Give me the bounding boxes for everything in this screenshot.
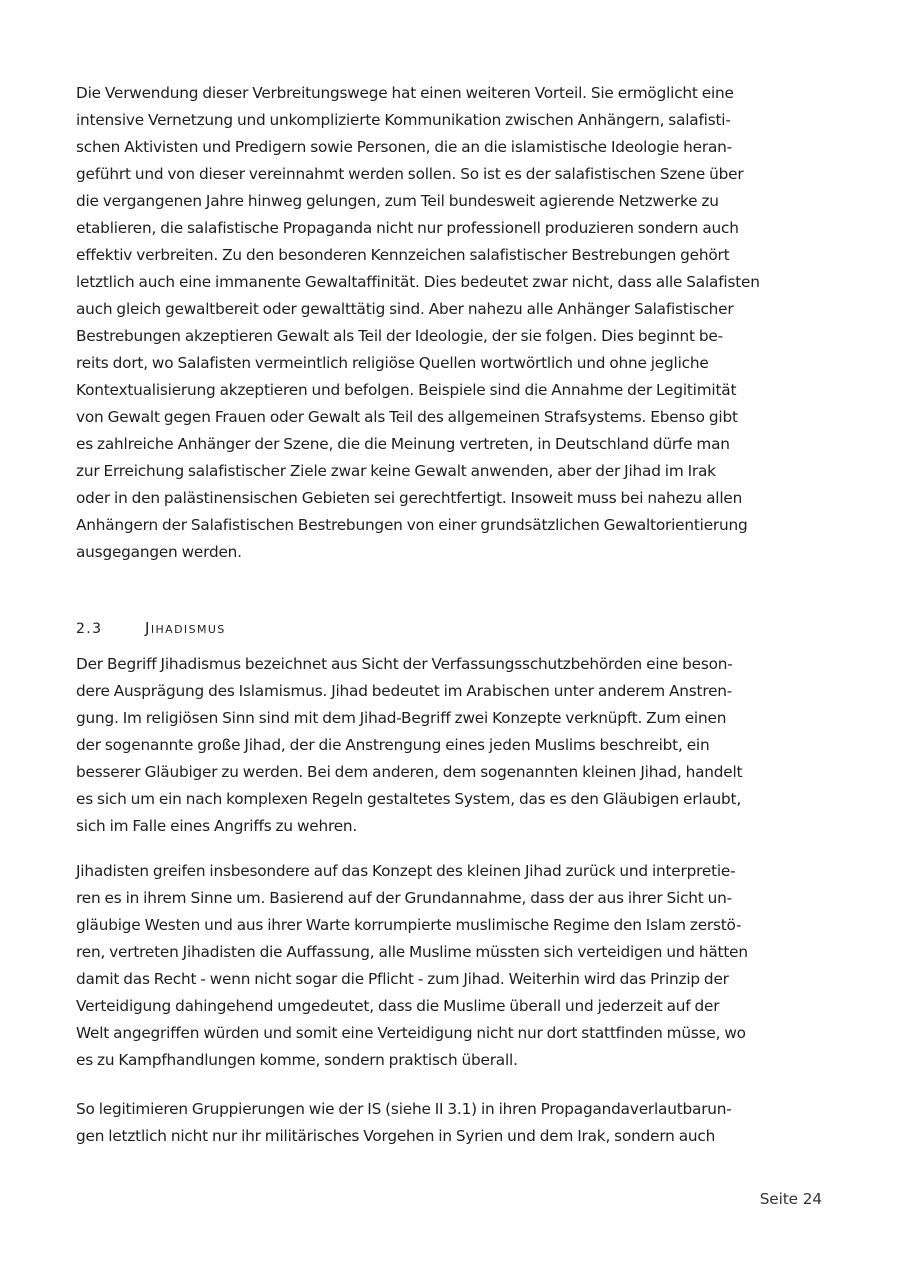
- text-line: auch gleich gewaltbereit oder gewalttätig sind. Aber nahezu alle Anhänger Salafistischer: [76, 300, 734, 318]
- text-line: intensive Vernetzung und unkomplizierte Kommunikation zwischen Anhängern, salafisti-: [76, 111, 731, 129]
- text-line: dere Ausprägung des Islamismus. Jihad bedeutet im Arabischen unter anderem Anstren-: [76, 682, 733, 700]
- text-line: Verteidigung dahingehend umgedeutet, dass die Muslime überall und jederzeit auf der: [76, 997, 720, 1015]
- page-number: Seite 24: [759, 1190, 822, 1208]
- text-line: sich im Falle eines Angriffs zu wehren.: [76, 817, 358, 835]
- paragraph-jihadism-definition: [76, 651, 836, 840]
- paragraph-jihadist-interpretation: [76, 858, 836, 1074]
- text-line: gen letztlich nicht nur ihr militärisches Vorgehen in Syrien und dem Irak, sondern auch: [76, 1127, 716, 1145]
- text-line: Bestrebungen akzeptieren Gewalt als Teil der Ideologie, der sie folgen. Dies beginnt be-: [76, 327, 723, 345]
- text-line: Die Verwendung dieser Verbreitungswege hat einen weiteren Vorteil. Sie ermöglicht eine: [76, 84, 734, 102]
- text-line: gung. Im religiösen Sinn sind mit dem Jihad-Begriff zwei Konzepte verknüpft. Zum einen: [76, 709, 727, 727]
- text-line: So legitimieren Gruppierungen wie der IS (siehe II 3.1) in ihren Propagandaverlautbarun-: [76, 1100, 732, 1118]
- text-line: letztlich auch eine immanente Gewaltaffinität. Dies bedeutet zwar nicht, dass alle Salafisten: [76, 273, 760, 291]
- text-line: ausgegangen werden.: [76, 543, 242, 561]
- paragraph-is-propaganda: [76, 1096, 836, 1150]
- text-line: damit das Recht - wenn nicht sogar die Pflicht - zum Jihad. Weiterhin wird das Prinzip der: [76, 970, 729, 988]
- text-line: reits dort, wo Salafisten vermeintlich religiöse Quellen wortwörtlich und ohne jegliche: [76, 354, 709, 372]
- text-line: zur Erreichung salafistischer Ziele zwar keine Gewalt anwenden, aber der Jihad im Irak: [76, 462, 716, 480]
- text-line: schen Aktivisten und Predigern sowie Personen, die an die islamistische Ideologie heran-: [76, 138, 732, 156]
- text-line: Kontextualisierung akzeptieren und befolgen. Beispiele sind die Annahme der Legitimität: [76, 381, 737, 399]
- section-heading: [76, 616, 226, 641]
- text-line: Jihadisten greifen insbesondere auf das Konzept des kleinen Jihad zurück und interpretie-: [76, 862, 736, 880]
- text-line: die vergangenen Jahre hinweg gelungen, zum Teil bundesweit agierende Netzwerke zu: [76, 192, 719, 210]
- text-line: es sich um ein nach komplexen Regeln gestaltetes System, das es den Gläubigen erlaubt,: [76, 790, 742, 808]
- text-line: Anhängern der Salafistischen Bestrebungen von einer grundsätzlichen Gewaltorientierung: [76, 516, 748, 534]
- text-line: der sogenannte große Jihad, der die Anstrengung eines jeden Muslims beschreibt, ein: [76, 736, 710, 754]
- paragraph-salafist-networks: [76, 80, 836, 566]
- text-line: von Gewalt gegen Frauen oder Gewalt als Teil des allgemeinen Strafsystems. Ebenso gibt: [76, 408, 738, 426]
- text-line: es zu Kampfhandlungen komme, sondern praktisch überall.: [76, 1051, 518, 1069]
- text-line: gläubige Westen und aus ihrer Warte korrumpierte muslimische Regime den Islam zerstö-: [76, 916, 742, 934]
- section-title: Jihadismus: [145, 619, 226, 637]
- text-line: geführt und von dieser vereinnahmt werden sollen. So ist es der salafistischen Szene über: [76, 165, 744, 183]
- text-line: Der Begriff Jihadismus bezeichnet aus Sicht der Verfassungsschutzbehörden eine beson-: [76, 655, 733, 673]
- text-line: ren, vertreten Jihadisten die Auffassung, alle Muslime müssten sich verteidigen und hätten: [76, 943, 748, 961]
- text-line: effektiv verbreiten. Zu den besonderen Kennzeichen salafistischer Bestrebungen gehört: [76, 246, 730, 264]
- text-line: oder in den palästinensischen Gebieten sei gerechtfertigt. Insoweit muss bei nahezu allen: [76, 489, 743, 507]
- text-line: etablieren, die salafistische Propaganda nicht nur professionell produzieren sondern auch: [76, 219, 739, 237]
- text-line: ren es in ihrem Sinne um. Basierend auf der Grundannahme, dass der aus ihrer Sicht un-: [76, 889, 732, 907]
- section-number: 2.3: [76, 621, 103, 637]
- text-line: besserer Gläubiger zu werden. Bei dem anderen, dem sogenannten kleinen Jihad, handelt: [76, 763, 743, 781]
- text-line: Welt angegriffen würden und somit eine Verteidigung nicht nur dort stattfinden müsse, wo: [76, 1024, 746, 1042]
- text-line: es zahlreiche Anhänger der Szene, die die Meinung vertreten, in Deutschland dürfe man: [76, 435, 730, 453]
